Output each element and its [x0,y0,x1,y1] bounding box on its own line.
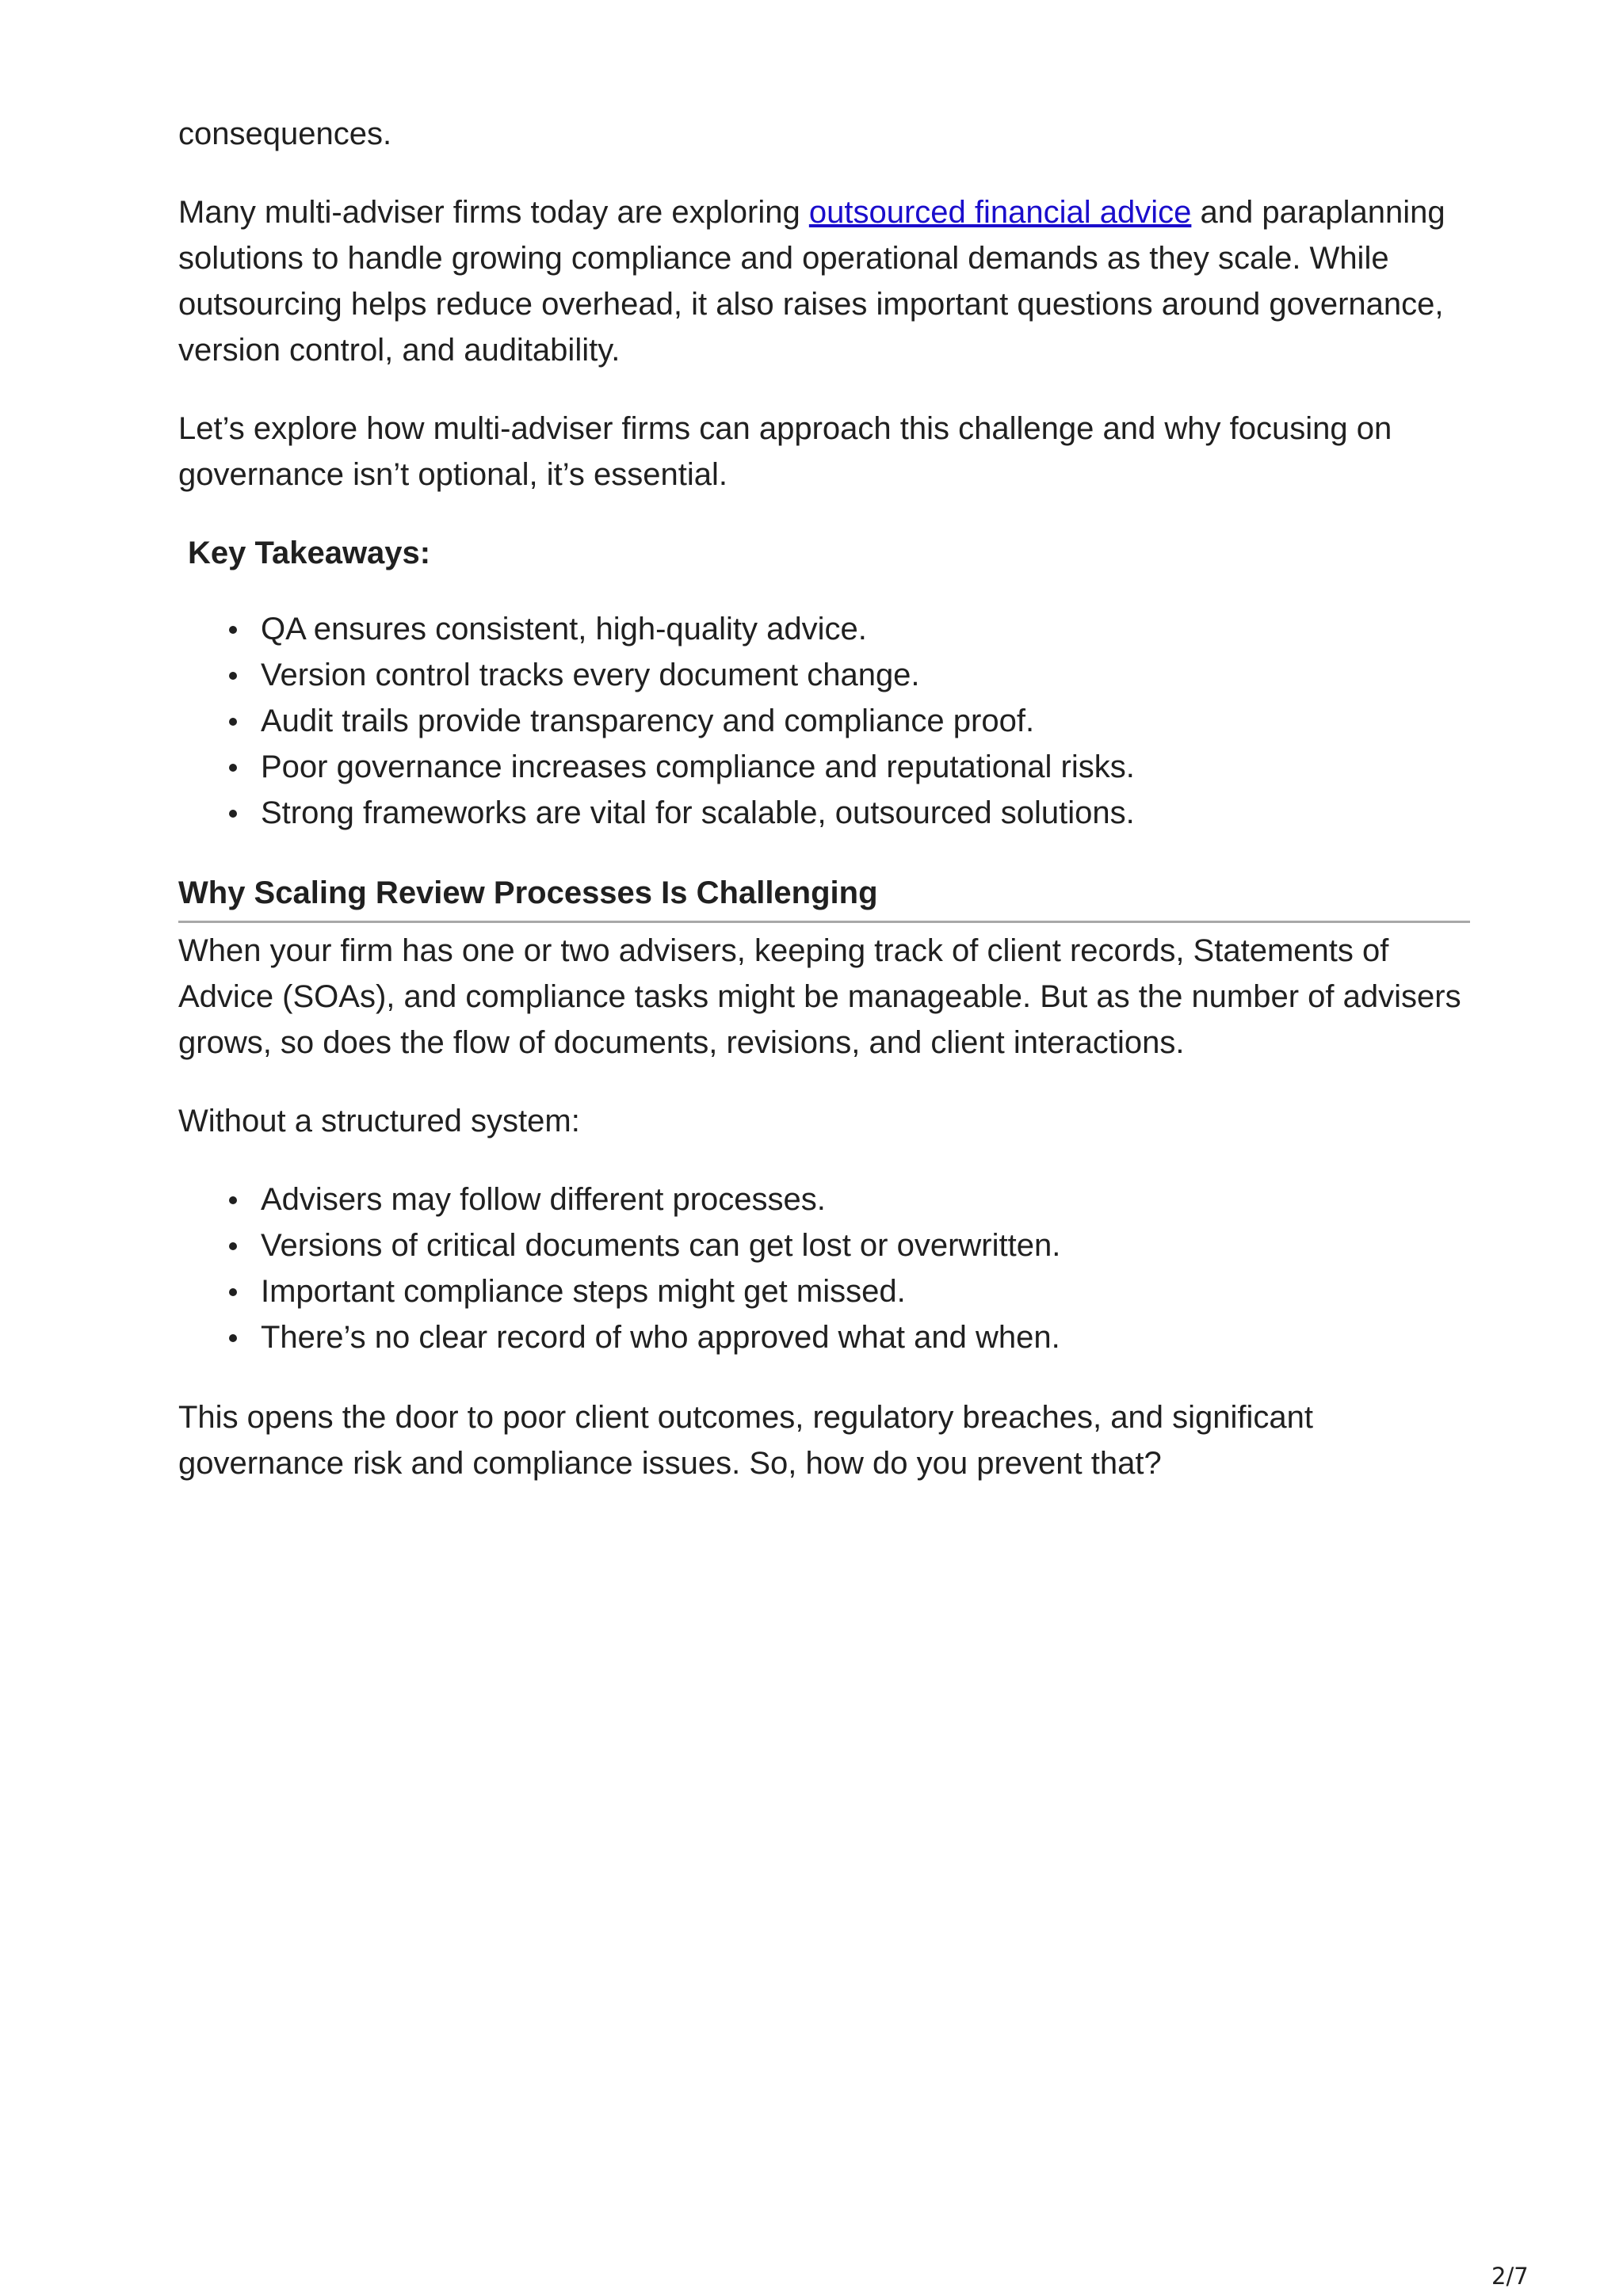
list-item: Version control tracks every document change. [261,652,1470,698]
list-item: Advisers may follow different processes. [261,1177,1470,1222]
section-paragraph-3: This opens the door to poor client outcomes, regulatory breaches, and significant governance risk and compliance issues. So, how do you prevent that? [178,1400,1313,1481]
list-item: Poor governance increases compliance and reputational risks. [261,744,1470,790]
key-takeaways-heading: Key Takeaways: [188,536,431,570]
section-paragraph-1: When your firm has one or two advisers, keeping track of client records, Statements of Advice (SOAs), and compliance tasks might be manageable. But as the number of advisers grows, so does the flow of documents, revisions, and client interactions. [178,933,1461,1060]
section-list [178,1177,1470,1360]
list-item: There’s no clear record of who approved what and when. [261,1314,1470,1360]
intro-paragraph-1 [178,189,1470,373]
list-item: Strong frameworks are vital for scalable, outsourced solutions. [261,790,1470,836]
document-page [178,111,1470,1519]
list-item: Audit trails provide transparency and compliance proof. [261,698,1470,744]
list-item: Important compliance steps might get missed. [261,1268,1470,1314]
list-item: Versions of critical documents can get lost or overwritten. [261,1222,1470,1268]
intro-paragraph-2: Let’s explore how multi-adviser firms can approach this challenge and why focusing on governance isn’t optional, it’s essential. [178,411,1392,492]
key-takeaways-list [178,606,1470,836]
outsourced-financial-advice-link[interactable]: outsourced financial advice [808,195,1192,230]
carryover-text: consequences. [178,116,392,151]
section-heading: Why Scaling Review Processes Is Challenging [178,870,1470,923]
intro-paragraph-1-lead: Many multi-adviser firms today are exploring [178,195,809,230]
page-number: 2/7 [1491,2263,1529,2290]
intro-paragraph-1-rest: and paraplanning solutions to handle growing compliance and operational demands as they scale. While outsourcing helps reduce overhead, it also raises important questions around governance, version control, and auditability. [178,195,1445,368]
section-paragraph-2: Without a structured system: [178,1104,580,1138]
list-item: QA ensures consistent, high-quality advice. [261,606,1470,652]
